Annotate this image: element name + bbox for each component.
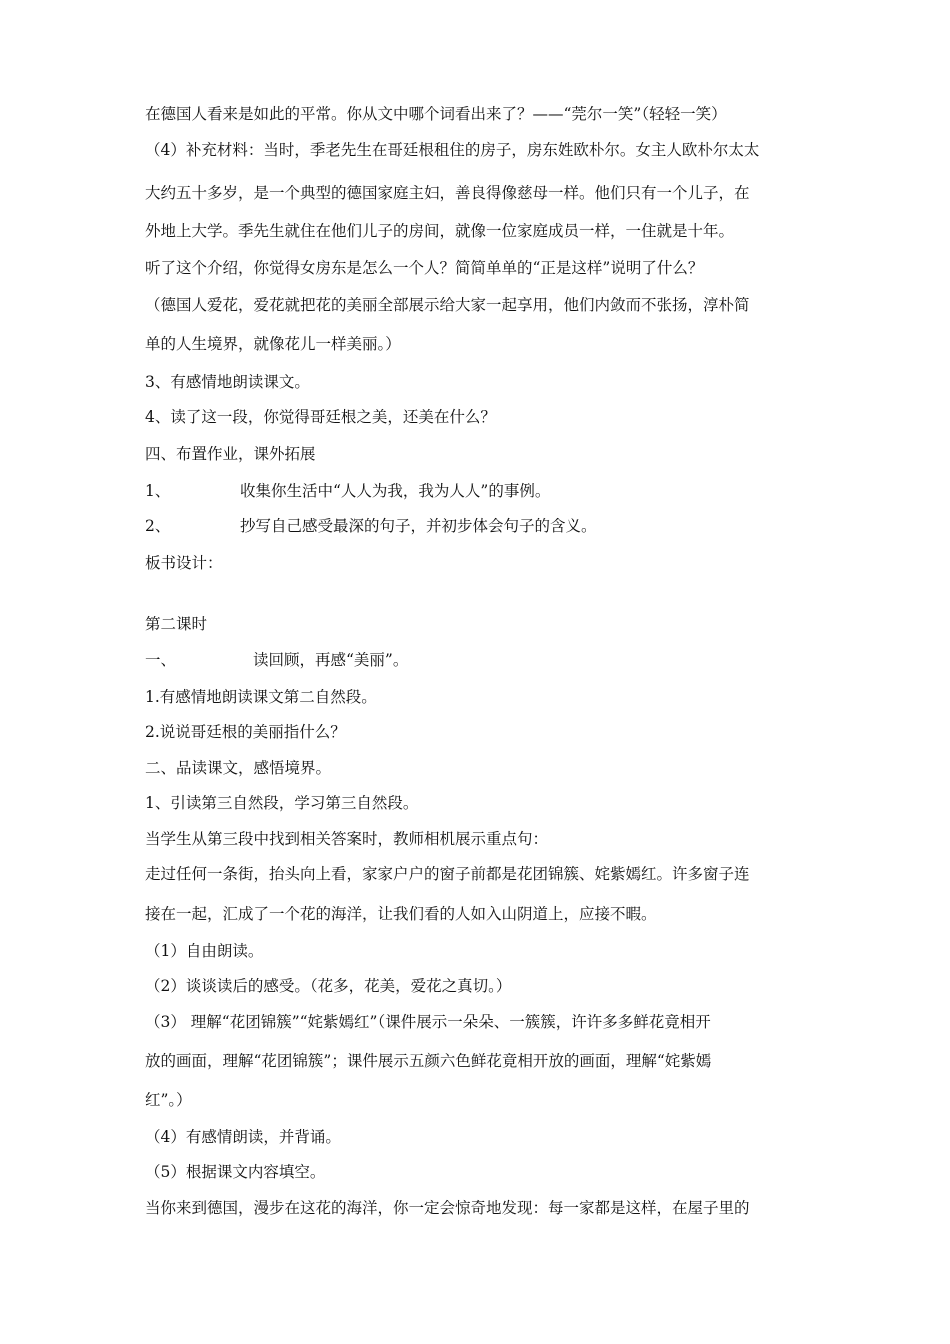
text-line: 单的人生境界，就像花儿一样美丽。） — [145, 335, 401, 353]
text-line: （5）根据课文内容填空。 — [145, 1163, 326, 1181]
text-line: （4）补充材料：当时，季老先生在哥廷根租住的房子，房东姓欧朴尔。女主人欧朴尔太太 — [145, 141, 760, 159]
text-line: 大约五十多岁，是一个典型的德国家庭主妇，善良得像慈母一样。他们只有一个儿子，在 — [145, 184, 750, 202]
text-line: 走过任何一条街，抬头向上看，家家户户的窗子前都是花团锦簇、姹紫嫣红。许多窗子连 — [145, 865, 750, 883]
text-line: 外地上大学。季先生就住在他们儿子的房间，就像一位家庭成员一样，一住就是十年。 — [145, 222, 735, 240]
text-line: 1.有感情地朗读课文第二自然段。 — [145, 688, 377, 706]
text-line: 接在一起，汇成了一个花的海洋，让我们看的人如入山阴道上，应接不暇。 — [145, 905, 657, 923]
text-line: 3、有感情地朗读课文。 — [145, 373, 310, 391]
section-heading — [145, 650, 408, 670]
list-number: 1、 — [145, 482, 171, 500]
list-text: 读回顾，再感“美丽”。 — [253, 651, 409, 669]
list-text: 收集你生活中“人人为我，我为人人”的事例。 — [240, 482, 551, 500]
text-line: 当你来到德国，漫步在这花的海洋，你一定会惊奇地发现：每一家都是这样，在屋子里的 — [145, 1199, 750, 1217]
text-line: （德国人爱花，爱花就把花的美丽全部展示给大家一起享用，他们内敛而不张扬，淳朴简 — [145, 296, 750, 314]
lesson-title: 第二课时 — [145, 615, 208, 633]
text-line: （2）谈谈读后的感受。（花多，花美，爱花之真切。） — [145, 977, 512, 995]
text-line: 红”。） — [145, 1091, 192, 1109]
list-number: 一、 — [145, 651, 177, 669]
text-line: （3） 理解“花团锦簇”“姹紫嫣红”（课件展示一朵朵、一簇簇，许许多多鲜花竟相开 — [145, 1013, 711, 1031]
text-line: 2.说说哥廷根的美丽指什么？ — [145, 723, 346, 741]
text-line: 放的画面，理解“花团锦簇”；课件展示五颜六色鲜花竟相开放的画面，理解“姹紫嫣 — [145, 1052, 712, 1070]
list-number: 2、 — [145, 517, 171, 535]
text-line: 4、读了这一段，你觉得哥廷根之美，还美在什么？ — [145, 408, 496, 426]
list-text: 抄写自己感受最深的句子，并初步体会句子的含义。 — [240, 517, 597, 535]
section-heading: 四、布置作业，课外拓展 — [145, 445, 316, 463]
section-heading: 二、品读课文，感悟境界。 — [145, 759, 332, 777]
text-line: 1、引读第三自然段，学习第三自然段。 — [145, 794, 419, 812]
homework-item — [145, 481, 550, 501]
board-design-label: 板书设计： — [145, 554, 223, 572]
text-line: 听了这个介绍，你觉得女房东是怎么一个人？简简单单的“正是这样”说明了什么？ — [145, 259, 704, 277]
text-line: 在德国人看来是如此的平常。你从文中哪个词看出来了？——“莞尔一笑”（轻轻一笑） — [145, 105, 727, 123]
text-line: 当学生从第三段中找到相关答案时，教师相机展示重点句： — [145, 830, 549, 848]
homework-item — [145, 516, 597, 536]
text-line: （1）自由朗读。 — [145, 942, 264, 960]
text-line: （4）有感情朗读，并背诵。 — [145, 1128, 341, 1146]
